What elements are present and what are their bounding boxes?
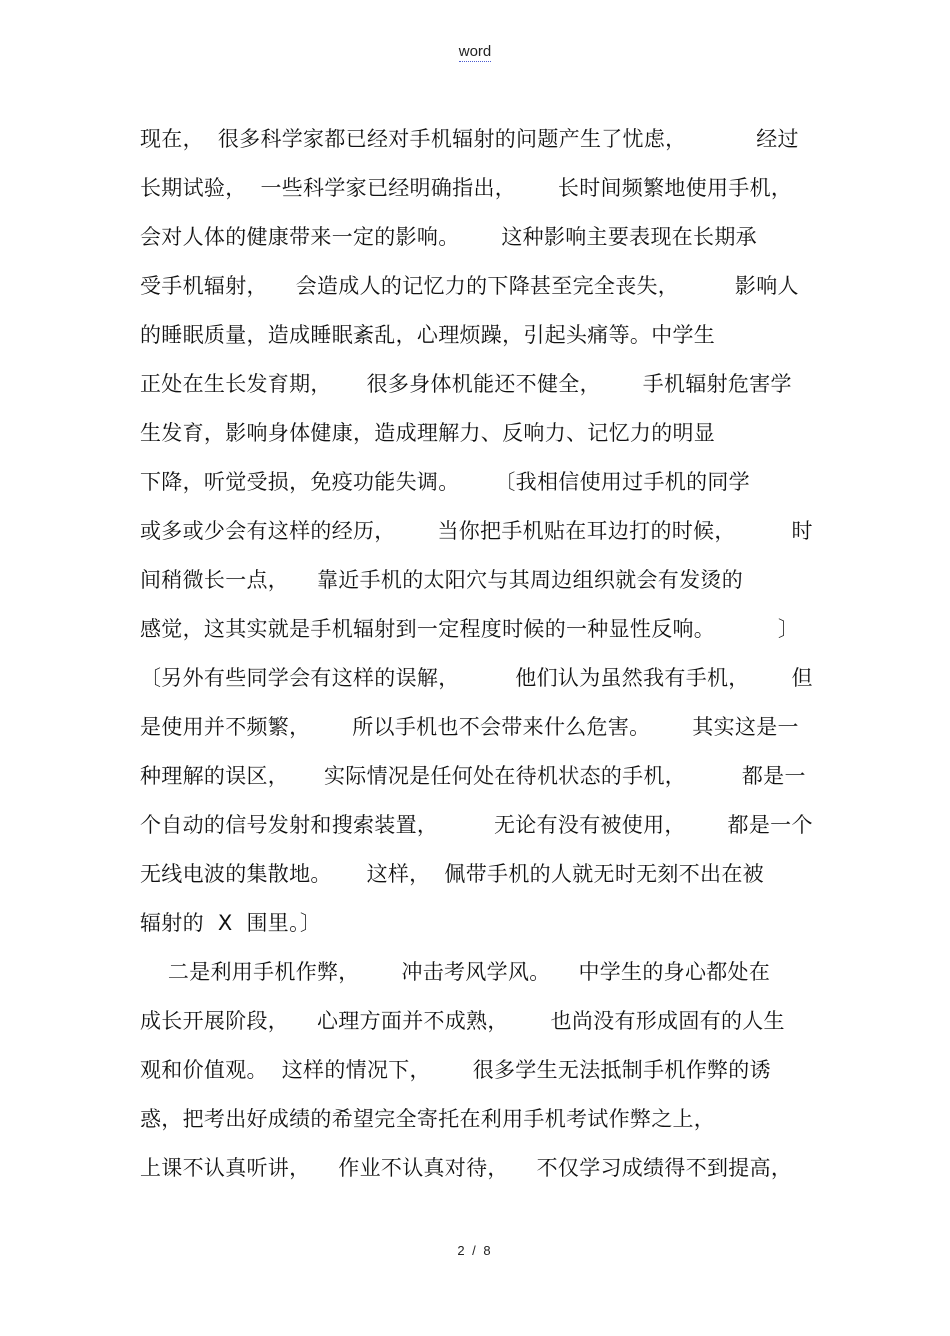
text-line: 惑，把考出好成绩的希望完全寄托在利用手机考试作弊之上， (140, 1107, 716, 1131)
paragraph-start-line: 二是利用手机作弊， 冲击考风学风。 中学生的身心都处在 (140, 960, 771, 984)
text-line: 长期试验， 一些科学家已经明确指出， 长时间频繁地使用手机， (140, 176, 793, 200)
text-line: 现在， 很多科学家都已经对手机辐射的问题产生了忧虑， 经过 (140, 127, 799, 151)
text-line: 观和价值观。 这样的情况下， 很多学生无法抵制手机作弊的诱 (140, 1058, 771, 1082)
text-line: 间稍微长一点， 靠近手机的太阳穴与其周边组织就会有发烫的 (140, 568, 743, 592)
text-line: 上课不认真听讲， 作业不认真对待， 不仅学习成绩得不到提高， (140, 1156, 793, 1180)
text-line: 会对人体的健康带来一定的影响。 这种影响主要表现在长期承 (140, 225, 757, 249)
text-line: 是使用并不频繁， 所以手机也不会带来什么危害。 其实这是一 (140, 715, 799, 739)
text-line: 的睡眠质量，造成睡眠紊乱，心理烦躁，引起头痛等。中学生 (140, 323, 716, 347)
text-line: 成长开展阶段， 心理方面并不成熟， 也尚没有形成固有的人生 (140, 1009, 785, 1033)
text-line: 下降，听觉受损，免疫功能失调。 〔我相信使用过手机的同学 (140, 470, 750, 494)
text-line: 〔另外有些同学会有这样的误解， 他们认为虽然我有手机， 但 (140, 666, 813, 690)
text-line: 生发育，影响身体健康，造成理解力、反响力、记忆力的明显 (140, 421, 716, 445)
text-line: 无线电波的集散地。 这样， 佩带手机的人就无时无刻不出在被 (140, 862, 764, 886)
text-line: 辐射的 X 围里。〕 (140, 911, 322, 935)
text-line: 个自动的信号发射和搜索装置， 无论有没有被使用， 都是一个 (140, 813, 813, 837)
text-line: 或多或少会有这样的经历， 当你把手机贴在耳边打的时候， 时 (140, 519, 813, 543)
header-title: word (458, 43, 492, 60)
text-line: 感觉，这其实就是手机辐射到一定程度时候的一种显性反响。 〕 (140, 617, 800, 641)
text-line: 正处在生长发育期， 很多身体机能还不健全， 手机辐射危害学 (140, 372, 792, 396)
text-line: 受手机辐射， 会造成人的记忆力的下降甚至完全丧失， 影响人 (140, 274, 799, 298)
page-number: 2 / 8 (457, 1243, 493, 1258)
text-line: 种理解的误区， 实际情况是任何处在待机状态的手机， 都是一 (140, 764, 806, 788)
page-header (0, 43, 950, 60)
